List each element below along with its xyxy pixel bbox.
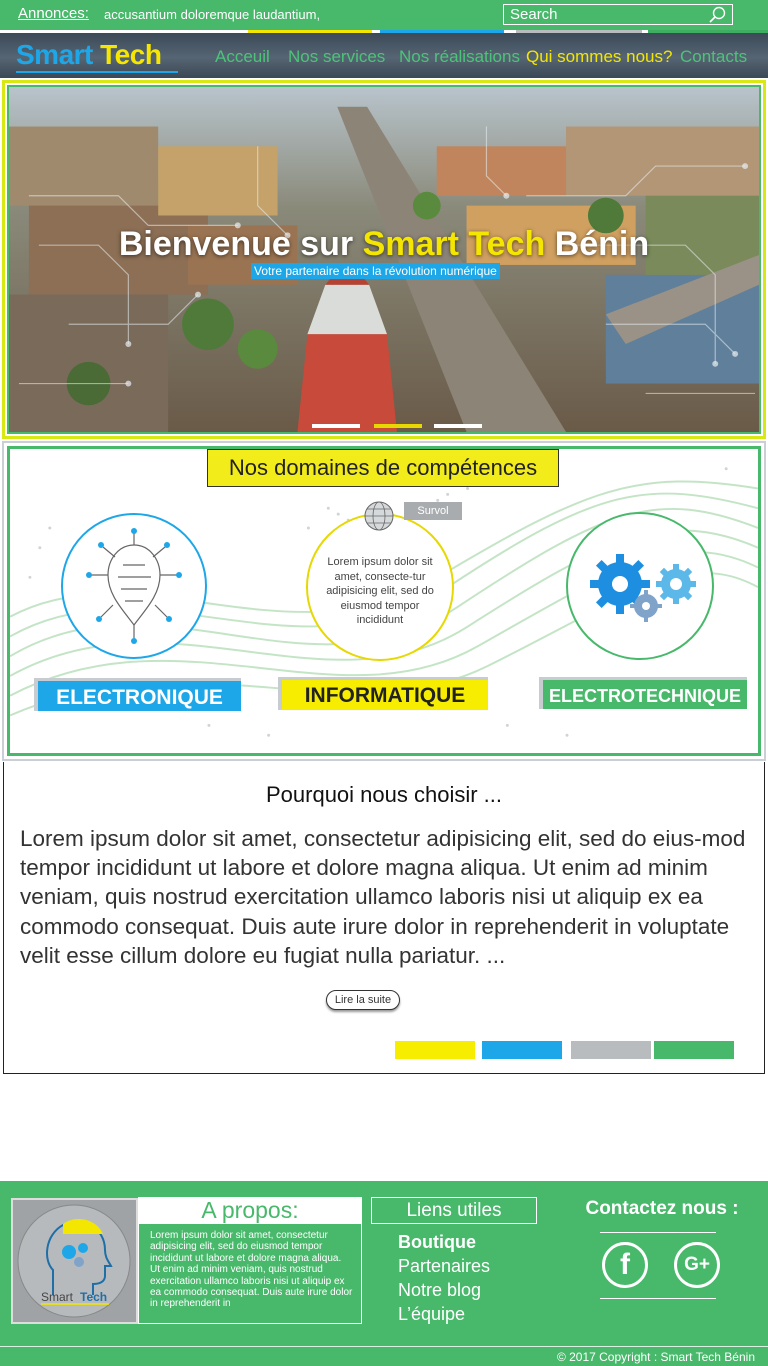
contact-title: Contactez nous : <box>585 1198 739 1219</box>
nav-item-services[interactable]: Nos services <box>288 47 386 66</box>
why-section <box>3 762 765 1074</box>
gears-icon <box>568 514 712 658</box>
logo-text-smart: Smart <box>16 39 93 70</box>
google-plus-icon[interactable]: G+ <box>674 1242 720 1288</box>
hero-title-pre: Bienvenue sur <box>118 225 363 263</box>
footer-link-equipe[interactable]: L’équipe <box>398 1304 466 1324</box>
hero-slider <box>2 80 766 439</box>
nav-item-contacts[interactable]: Contacts <box>680 47 748 66</box>
about-text-box <box>138 1224 362 1324</box>
read-more-button[interactable]: Lire la suite <box>326 990 400 1010</box>
hero-title-highlight: Smart Tech <box>362 225 546 263</box>
hero-title <box>9 225 759 264</box>
domains-section <box>2 441 766 761</box>
domain-label-electrotechnique[interactable]: ELECTROTECHNIQUE <box>539 677 747 709</box>
domain-label-electronique[interactable]: ELECTRONIQUE <box>34 678 241 711</box>
domain-circle-electrotechnique[interactable] <box>566 512 714 660</box>
domain-label-informatique[interactable]: INFORMATIQUE <box>278 677 488 710</box>
copyright-text: © 2017 Copyright : Smart Tech Bénin <box>556 1350 755 1364</box>
contact-divider-bottom <box>600 1298 716 1299</box>
why-text: Lorem ipsum dolor sit amet, consectetur adipisicing elit, sed do eius-mod tempor incididunt ut labore et dolore magna aliqua. Ut enim ad minim veniam, quis nostrud exercitation ullamco laboris nisi ut aliquip ex ea commodo consequat. Duis aute irure dolor in reprehenderit in voluptate velit esse cillum dolore eu fugiat nulla pariatur. ... <box>20 826 746 968</box>
footer-logo-smart: Smart <box>41 1290 74 1304</box>
hero-title-post: Bénin <box>545 225 650 263</box>
about-title: A propos: <box>201 1197 299 1223</box>
why-title: Pourquoi nous choisir ... <box>265 782 503 807</box>
announcement-bar <box>0 0 768 30</box>
color-bar-blue <box>482 1041 562 1059</box>
slide-indicator-1[interactable] <box>312 424 360 428</box>
hover-tag: Survol <box>404 502 462 520</box>
color-bar-grey <box>571 1041 651 1059</box>
site-logo[interactable] <box>16 39 161 71</box>
slide-indicator-3[interactable] <box>434 424 482 428</box>
search-box <box>503 4 733 25</box>
useful-links-title: Liens utiles <box>371 1197 537 1224</box>
logo-text-tech: Tech <box>100 39 162 70</box>
announcement-text: accusantium doloremque laudantium, <box>104 7 321 22</box>
domain-circle-electronique[interactable] <box>61 513 207 659</box>
hero-subtitle: Votre partenaire dans la révolution numérique <box>251 263 500 279</box>
nav-item-acceuil[interactable]: Acceuil <box>215 47 270 66</box>
copyright-divider <box>0 1346 768 1347</box>
about-title-box <box>138 1197 362 1224</box>
footer-link-boutique[interactable]: Boutique <box>398 1232 476 1252</box>
footer-link-blog[interactable]: Notre blog <box>398 1280 482 1300</box>
nav-item-about[interactable]: Qui sommes nous? <box>526 47 673 66</box>
contact-divider-top <box>600 1232 716 1233</box>
slide-indicator-2[interactable] <box>374 424 422 428</box>
footer <box>0 1181 768 1366</box>
search-icon[interactable] <box>708 6 728 23</box>
domain-hover-text: Lorem ipsum dolor sit amet, consecte-tur adipisicing elit, sed do eiusmod tempor incididunt <box>326 556 434 626</box>
search-input[interactable] <box>504 5 704 24</box>
main-nav <box>0 33 768 78</box>
announcement-label[interactable]: Annonces: <box>18 5 89 22</box>
footer-link-partenaires[interactable]: Partenaires <box>398 1256 491 1276</box>
hero-frame <box>7 85 761 434</box>
globe-icon <box>363 500 395 532</box>
circuit-icon <box>63 515 205 657</box>
footer-logo-tech: Tech <box>80 1290 108 1304</box>
color-bar-yellow <box>395 1041 475 1059</box>
section-title-domains: Nos domaines de compétences <box>207 449 559 487</box>
logo-underline <box>16 71 178 73</box>
domain-circle-informatique[interactable] <box>306 513 454 661</box>
domains-frame <box>7 446 761 756</box>
nav-item-realisations[interactable]: Nos réalisations <box>399 47 520 66</box>
color-bar-green <box>654 1041 734 1059</box>
footer-logo-image <box>11 1198 138 1324</box>
facebook-icon[interactable]: f <box>602 1242 648 1288</box>
head-gears-icon <box>13 1200 136 1322</box>
about-text: Lorem ipsum dolor sit amet, consectetur adipisicing elit, sed do eiusmod tempor incididunt ut labore et dolore magna aliqua. Ut enim ad minim veniam, quis nostrud exercitation ullamco laboris nisi ut aliquip ex ea commodo consequat. Duis aute irure dolor in reprehenderit in <box>150 1230 353 1310</box>
